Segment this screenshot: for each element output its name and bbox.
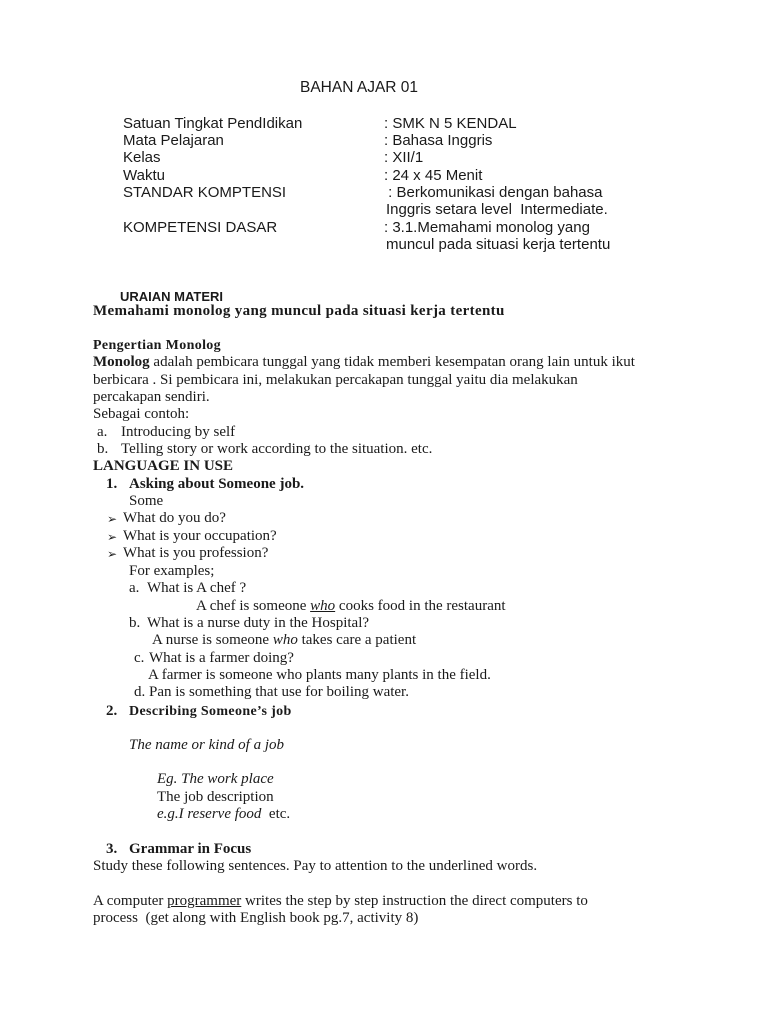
list-item: Introducing by self <box>121 424 236 440</box>
info-label-class: Kelas <box>123 149 161 166</box>
topic-heading: Memahami monolog yang muncul pada situasi kerja tertentu <box>93 303 505 319</box>
answer-text: A chef is someone <box>196 598 311 614</box>
sentence-text: A computer <box>93 893 168 909</box>
question-item: What do you do? <box>123 510 226 526</box>
list-marker: b. <box>129 615 141 631</box>
definition-line: percakapan sendiri. <box>93 389 210 405</box>
info-label-subject: Mata Pelajaran <box>123 132 224 149</box>
list-marker: d. <box>134 684 146 700</box>
job-example <box>157 806 290 823</box>
examples-label: For examples; <box>129 563 215 579</box>
answer-text: cooks food in the restaurant <box>335 598 506 614</box>
answer-text: A nurse is someone <box>152 632 273 648</box>
arrow-bullet-icon: ➢ <box>107 530 118 544</box>
definition-heading: Pengertian Monolog <box>93 338 222 353</box>
example-answer <box>196 598 506 615</box>
answer-emphasis: who <box>272 632 298 648</box>
job-example-text: etc. <box>261 806 291 822</box>
example-question: What is a nurse duty in the Hospital? <box>147 615 370 631</box>
info-label-time: Waktu <box>123 167 165 184</box>
item-number: 1. <box>106 476 118 492</box>
job-kind: The name or kind of a job <box>129 737 284 753</box>
asking-heading: Asking about Someone job. <box>129 476 305 492</box>
grammar-sentence-cont: process (get along with English book pg.7, activity 8) <box>93 910 419 926</box>
question-item: What is you profession? <box>123 545 269 561</box>
info-label-school: Satuan Tingkat PendIdikan <box>123 115 303 132</box>
list-marker: a. <box>129 580 140 596</box>
document-title: BAHAN AJAR 01 <box>300 79 419 96</box>
grammar-instruction: Study these following sentences. Pay to attention to the underlined words. <box>93 858 538 874</box>
example-question: What is A chef ? <box>147 580 247 596</box>
sentence-underlined: programmer <box>167 893 242 909</box>
info-value-school: : SMK N 5 KENDAL <box>384 115 517 132</box>
job-example-emphasis: e.g.I reserve food <box>157 806 262 822</box>
example-answer <box>152 632 416 649</box>
question-item: What is your occupation? <box>123 528 277 544</box>
definition-line: berbicara . Si pembicara ini, melakukan percakapan tunggal yaitu dia melakukan <box>93 372 578 388</box>
info-label-basic-competence: KOMPETENSI DASAR <box>123 219 278 236</box>
definition-term: Monolog <box>93 354 150 370</box>
info-value-class: : XII/1 <box>384 149 424 166</box>
list-marker: c. <box>134 650 145 666</box>
info-label-standard: STANDAR KOMPTENSI <box>123 184 287 201</box>
definition-line <box>93 354 635 371</box>
grammar-sentence <box>93 893 588 910</box>
info-value-time: : 24 x 45 Menit <box>384 167 483 184</box>
list-item: Telling story or work according to the situation. etc. <box>121 441 433 457</box>
item-number: 2. <box>106 703 118 719</box>
info-value-subject: : Bahasa Inggris <box>384 132 493 149</box>
asking-intro: Some <box>129 493 164 509</box>
grammar-heading: Grammar in Focus <box>129 841 252 857</box>
definition-text: adalah pembicara tunggal yang tidak memberi kesempatan orang lain untuk ikut <box>149 354 635 370</box>
info-value-basic-competence: : 3.1.Memahami monolog yang <box>384 219 590 236</box>
example-question: What is a farmer doing? <box>149 650 294 666</box>
answer-emphasis: who <box>310 598 336 614</box>
language-in-use-heading: LANGUAGE IN USE <box>93 458 234 474</box>
info-value-standard: : Berkomunikasi dengan bahasa <box>384 184 603 201</box>
example-intro: Sebagai contoh: <box>93 406 190 422</box>
answer-text: takes care a patient <box>297 632 417 648</box>
list-marker: b. <box>97 441 109 457</box>
example-question: Pan is something that use for boiling water. <box>149 684 409 700</box>
arrow-bullet-icon: ➢ <box>107 547 118 561</box>
example-answer: A farmer is someone who plants many plants in the field. <box>148 667 491 683</box>
section-heading: URAIAN MATERI <box>120 289 224 304</box>
list-marker: a. <box>97 424 108 440</box>
job-description: The job description <box>157 789 274 805</box>
info-value-standard-cont: Inggris setara level Intermediate. <box>386 201 608 218</box>
arrow-bullet-icon: ➢ <box>107 512 118 526</box>
info-value-basic-competence-cont: muncul pada situasi kerja tertentu <box>386 236 611 253</box>
job-workplace: Eg. The work place <box>157 771 274 787</box>
item-number: 3. <box>106 841 118 857</box>
describing-heading: Describing Someone’s job <box>129 704 292 719</box>
sentence-text: writes the step by step instruction the direct computers to <box>241 893 588 909</box>
